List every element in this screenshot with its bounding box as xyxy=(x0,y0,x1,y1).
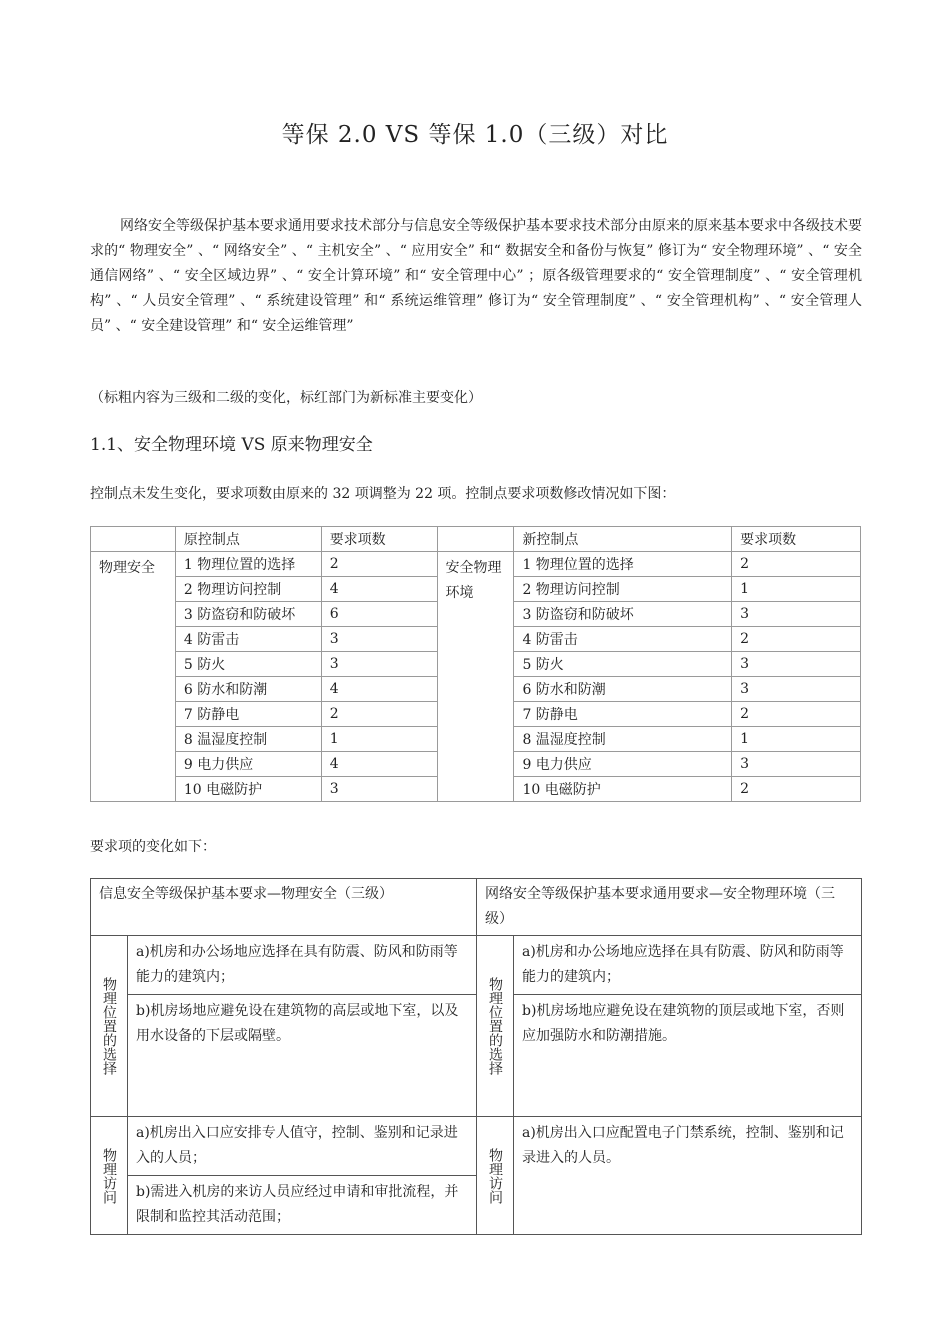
header-cell: 要求项数 xyxy=(321,527,437,552)
compare-header-row xyxy=(91,879,862,936)
old-count-cell: 3 xyxy=(321,652,437,677)
new-point-cell: 7 防静电 xyxy=(514,702,732,727)
old-count-cell: 4 xyxy=(321,577,437,602)
new-point-cell: 8 温湿度控制 xyxy=(514,727,732,752)
old-group-label: 物理安全 xyxy=(91,552,176,802)
left-requirement-a: a)机房和办公场地应选择在具有防震、防风和防雨等能力的建筑内； xyxy=(128,936,477,995)
summary-text: 控制点未发生变化，要求项数由原来的 32 项调整为 22 项。控制点要求项数修改情况如下图： xyxy=(90,486,676,502)
old-count-cell: 1 xyxy=(321,727,437,752)
right-access-a: a)机房出入口应配置电子门禁系统，控制、鉴别和记录进入的人员。 xyxy=(514,1117,862,1235)
new-point-cell: 3 防盗窃和防破坏 xyxy=(514,602,732,627)
requirement-compare-table xyxy=(90,878,862,1235)
new-point-cell: 2 物理访问控制 xyxy=(514,577,732,602)
old-count-cell: 4 xyxy=(321,752,437,777)
left-access-a: a)机房出入口应安排专人值守，控制、鉴别和记录进入的人员； xyxy=(128,1117,477,1176)
new-point-cell: 1 物理位置的选择 xyxy=(514,552,732,577)
new-count-cell: 1 xyxy=(732,577,861,602)
page-title: 等保 2.0 VS 等保 1.0（三级）对比 xyxy=(281,122,669,148)
new-group-label: 安全物理环境 xyxy=(437,552,514,802)
old-point-cell: 9 电力供应 xyxy=(175,752,321,777)
old-point-cell: 1 物理位置的选择 xyxy=(175,552,321,577)
new-count-cell: 1 xyxy=(732,727,861,752)
access-label-right: 物理访问 xyxy=(477,1117,514,1235)
old-point-cell: 7 防静电 xyxy=(175,702,321,727)
old-point-cell: 2 物理访问控制 xyxy=(175,577,321,602)
right-standard-header: 网络安全等级保护基本要求通用要求—安全物理环境（三级） xyxy=(477,879,862,936)
left-access-b: b)需进入机房的来访人员应经过申请和审批流程，并限制和监控其活动范围； xyxy=(128,1176,477,1235)
intro-paragraph: 网络安全等级保护基本要求通用要求技术部分与信息安全等级保护基本要求技术部分由原来的原来基本要求中各级技术要求的“ 物理安全” 、“ 网络安全” 、“ 主机安全” 、“ 应用安全” 和“ 数据安全和备份与恢复” 修订为“ 安全物理环境” 、“ 安全通信网络” 、“ 安全区域边界” 、“ 安全计算环境” 和“ 安全管理中心” ；原各级管理要求的“ 安全管理制度” 、“ 安全管理机构” 、“ 人员安全管理” 、“ 系统建设管理” 和“ 系统运维管理” 修订为“ 安全管理制度” 、“ 安全管理机构” 、“ 安全管理人员” 、“ 安全建设管理” 和“ 安全运维管理” xyxy=(90,218,862,334)
old-point-cell: 8 温湿度控制 xyxy=(175,727,321,752)
access-label-left: 物理访问 xyxy=(91,1117,128,1235)
old-count-cell: 2 xyxy=(321,552,437,577)
old-point-cell: 4 防雷击 xyxy=(175,627,321,652)
old-count-cell: 6 xyxy=(321,602,437,627)
new-point-cell: 6 防水和防潮 xyxy=(514,677,732,702)
right-requirement-b: b)机房场地应避免设在建筑物的顶层或地下室，否则应加强防水和防潮措施。 xyxy=(514,995,862,1117)
new-count-cell: 3 xyxy=(732,752,861,777)
new-point-cell: 4 防雷击 xyxy=(514,627,732,652)
table-row xyxy=(91,552,861,577)
header-cell: 原控制点 xyxy=(175,527,321,552)
compare-row xyxy=(91,936,862,995)
left-standard-header: 信息安全等级保护基本要求—物理安全（三级） xyxy=(91,879,477,936)
new-count-cell: 3 xyxy=(732,652,861,677)
old-point-cell: 5 防火 xyxy=(175,652,321,677)
table-header-row xyxy=(91,527,861,552)
left-requirement-b: b)机房场地应避免设在建筑物的高层或地下室，以及用水设备的下层或隔壁。 xyxy=(128,995,477,1117)
old-count-cell: 3 xyxy=(321,777,437,802)
new-point-cell: 10 电磁防护 xyxy=(514,777,732,802)
location-label-left: 物理位置的选择 xyxy=(91,936,128,1117)
new-point-cell: 9 电力供应 xyxy=(514,752,732,777)
new-count-cell: 2 xyxy=(732,702,861,727)
new-count-cell: 2 xyxy=(732,777,861,802)
old-point-cell: 3 防盗窃和防破坏 xyxy=(175,602,321,627)
new-count-cell: 2 xyxy=(732,552,861,577)
old-point-cell: 6 防水和防潮 xyxy=(175,677,321,702)
new-count-cell: 3 xyxy=(732,677,861,702)
old-count-cell: 2 xyxy=(321,702,437,727)
right-requirement-a: a)机房和办公场地应选择在具有防震、防风和防雨等能力的建筑内； xyxy=(514,936,862,995)
header-cell xyxy=(91,527,176,552)
compare-row xyxy=(91,1117,862,1176)
control-point-table xyxy=(90,526,861,802)
new-point-cell: 5 防火 xyxy=(514,652,732,677)
changes-label: 要求项的变化如下： xyxy=(90,839,216,855)
section-heading: 1.1、安全物理环境 VS 原来物理安全 xyxy=(90,435,373,455)
location-label-right: 物理位置的选择 xyxy=(477,936,514,1117)
header-cell: 要求项数 xyxy=(732,527,861,552)
old-count-cell: 3 xyxy=(321,627,437,652)
legend-note: （标粗内容为三级和二级的变化，标红部门为新标准主要变化） xyxy=(90,390,482,406)
compare-row xyxy=(91,995,862,1117)
header-cell: 新控制点 xyxy=(514,527,732,552)
old-count-cell: 4 xyxy=(321,677,437,702)
old-point-cell: 10 电磁防护 xyxy=(175,777,321,802)
header-cell xyxy=(437,527,514,552)
new-count-cell: 2 xyxy=(732,627,861,652)
new-count-cell: 3 xyxy=(732,602,861,627)
